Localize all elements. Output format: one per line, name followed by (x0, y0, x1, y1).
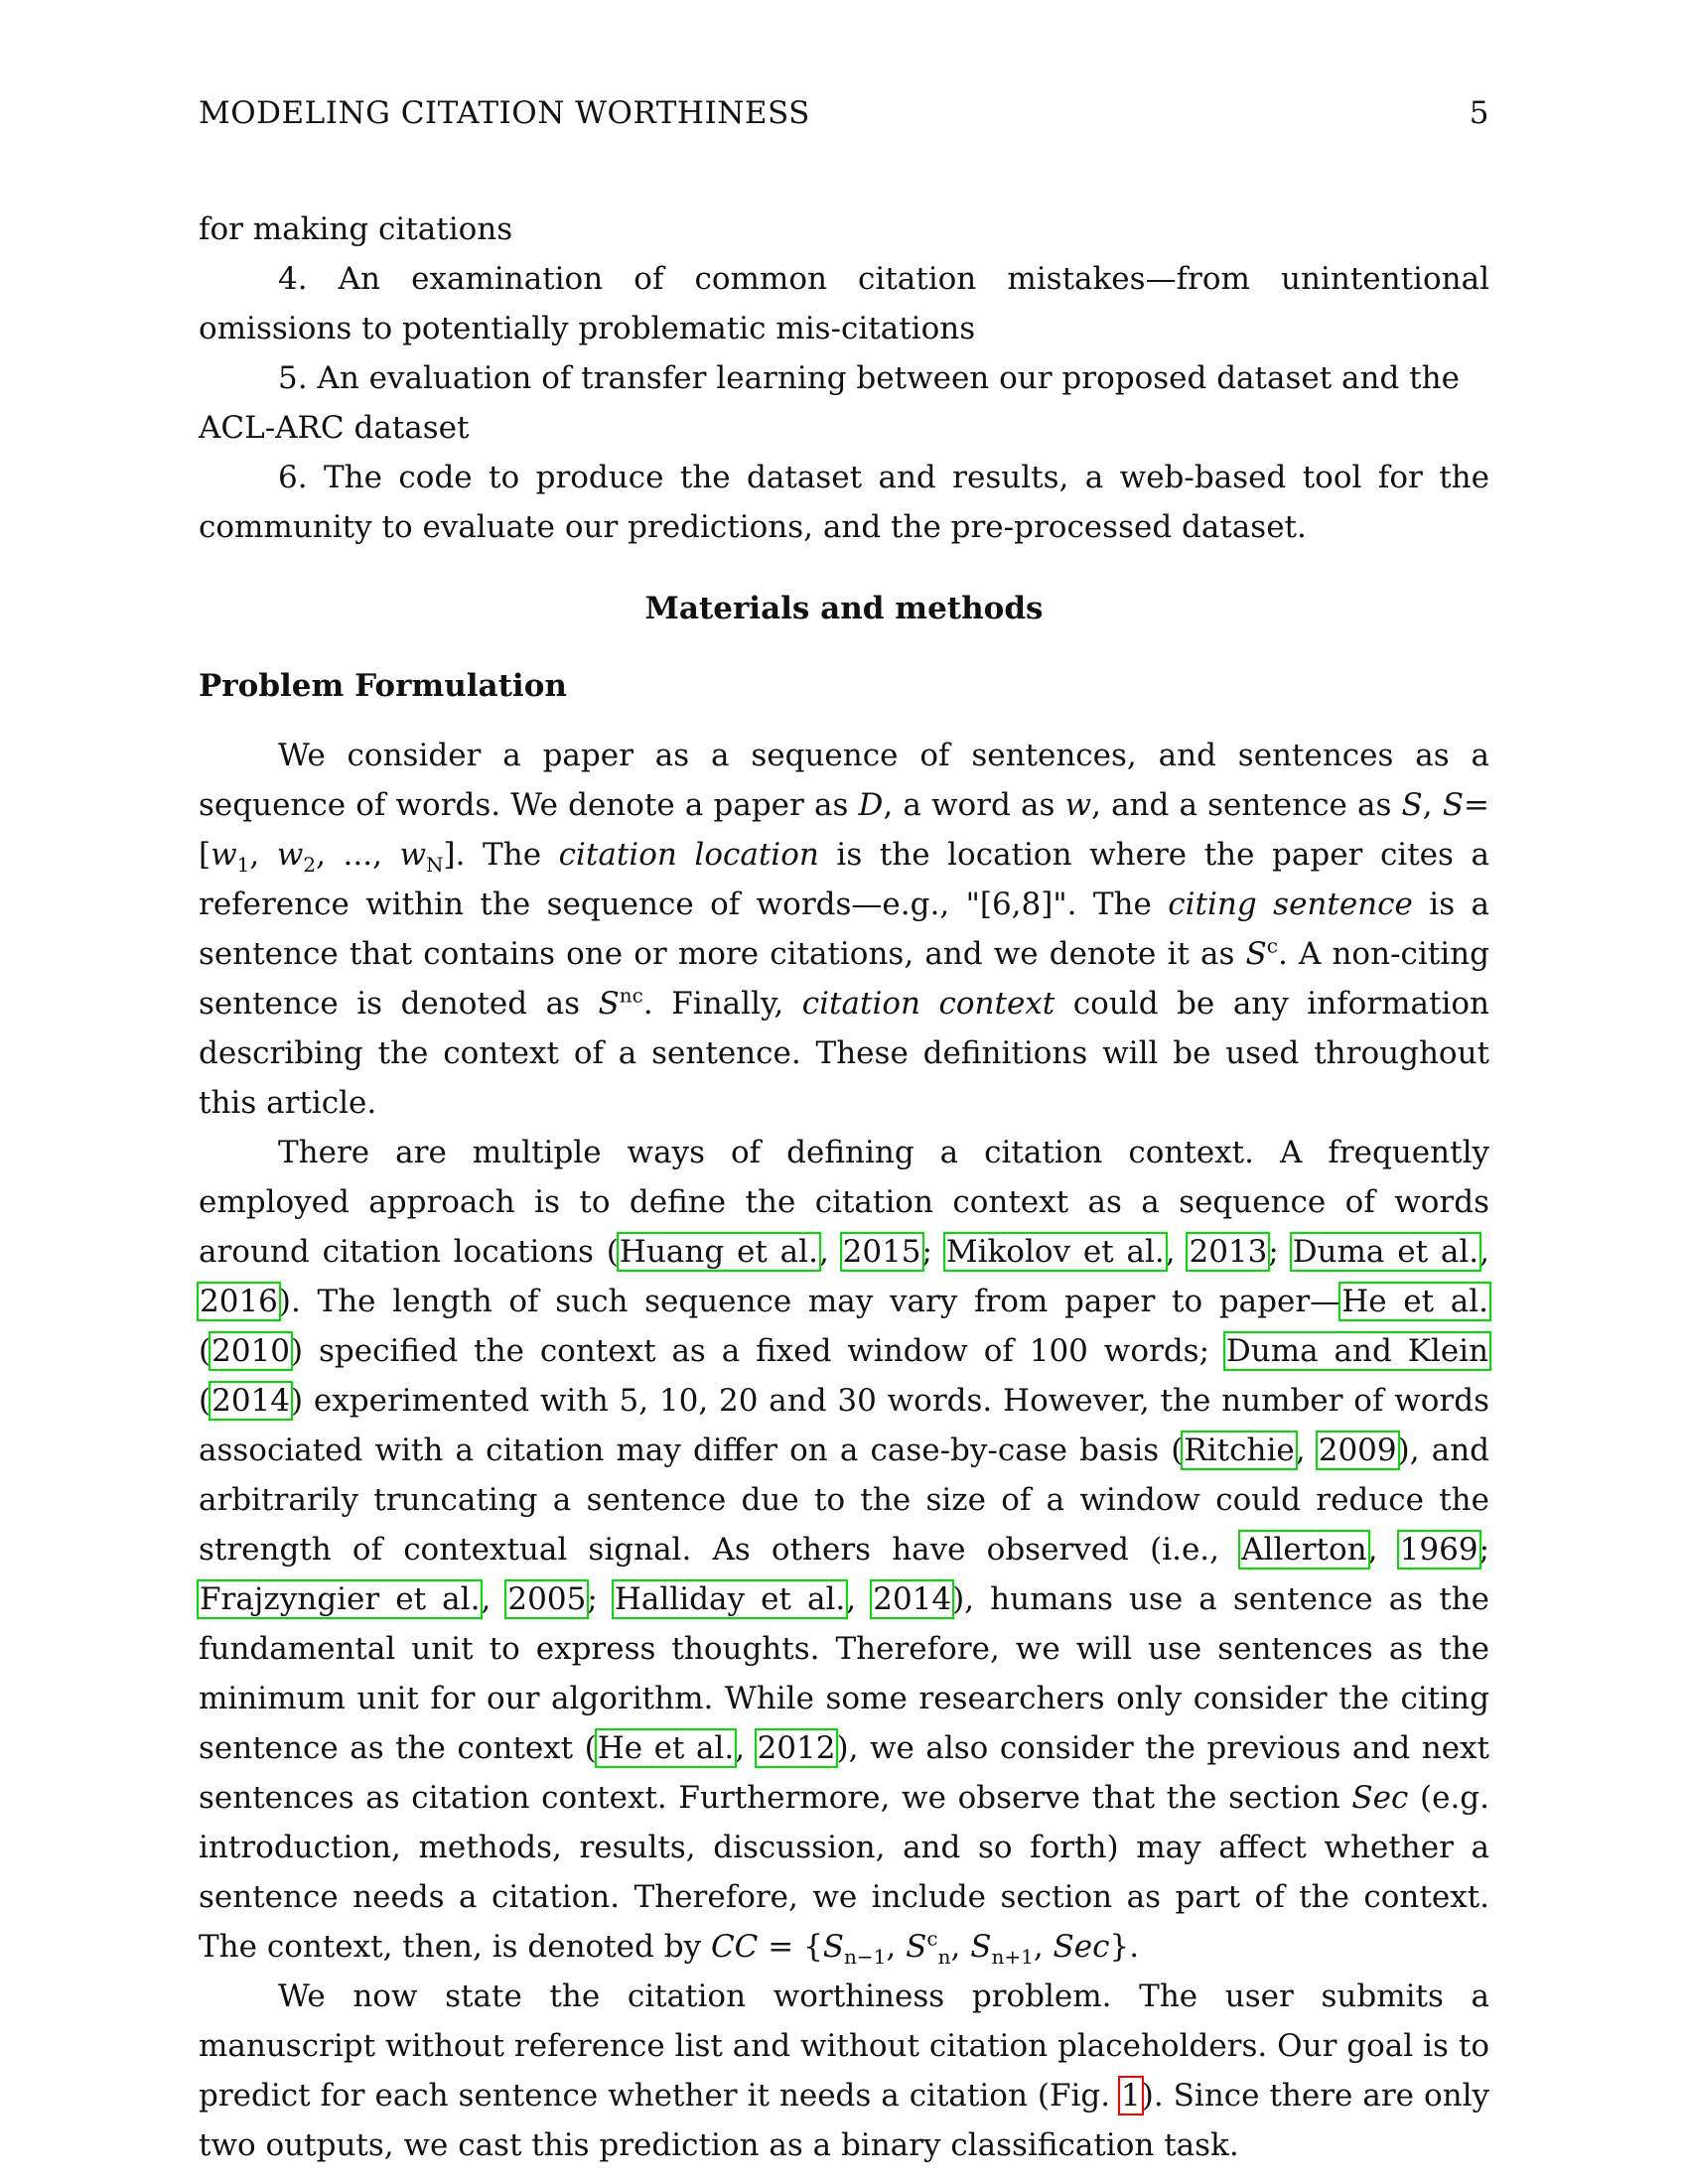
citation-year-link[interactable]: 2013 (1189, 1234, 1268, 1270)
contribution-item-3-tail: for making citations (199, 211, 513, 247)
math-subscript: 1 (236, 853, 250, 878)
citation-year-link[interactable]: 2014 (211, 1383, 291, 1419)
emphasis: citation location (558, 837, 819, 873)
text: We consider a paper as a sequence of sentences, and sentences as a sequence of words. We denote a paper as (199, 738, 1489, 823)
math-symbol: w (211, 837, 237, 873)
citation-year-link[interactable]: 2014 (873, 1581, 952, 1617)
math-symbol: S (1401, 787, 1423, 823)
citation-link[interactable]: Frajzyngier et al. (200, 1581, 481, 1617)
math-symbol: w (276, 837, 304, 873)
math-subscript: n+1 (991, 1945, 1034, 1970)
text: = { (758, 1929, 823, 1965)
paragraph-problem-definition (199, 731, 1489, 1128)
citation-year-link[interactable]: 2005 (507, 1581, 587, 1617)
math-symbol: CC (710, 1929, 759, 1965)
paragraph-problem-statement (199, 1972, 1489, 2170)
page-number: 5 (1469, 95, 1489, 131)
text: There are multiple ways of defining a citation context. A frequently employed approach is to define the citation context as a sequence of words around citation locations ( (199, 1135, 1489, 1270)
contribution-item-4: 4. An examination of common citation mistakes—from unintentional omissions to potentially problematic mis-citations (199, 261, 1489, 346)
text: , a word as (883, 787, 1065, 823)
text: }. (1109, 1929, 1140, 1965)
text: ). Since there are only two outputs, we cast this prediction as a binary classification task. (199, 2078, 1489, 2163)
math-superscript: nc (619, 983, 643, 1008)
math-symbol: w (1064, 787, 1092, 823)
text: , ..., (316, 837, 400, 873)
citation-link[interactable]: He et al. (1341, 1284, 1488, 1319)
text: , (1422, 787, 1443, 823)
citation-year-link[interactable]: 2012 (757, 1730, 836, 1766)
math-symbol: S (1442, 787, 1465, 823)
text: . Finally, (642, 986, 802, 1022)
math-symbol: w (399, 837, 427, 873)
running-head (199, 95, 1489, 131)
text: We now state the citation worthiness problem. The user submits a manuscript without reference list and without citation placeholders. Our goal is to predict for each sentence whether it needs a citation (Fig. (199, 1979, 1489, 2114)
text: . A non-citing sentence is denoted as (199, 936, 1489, 1022)
text: = [ (199, 787, 1489, 873)
text: , and a sentence as (1091, 787, 1402, 823)
section-title: Materials and methods (644, 591, 1044, 626)
citation-year-link[interactable]: 2015 (842, 1234, 921, 1270)
math-symbol: Sec (1053, 1929, 1110, 1965)
text: is the location where the paper cites a reference within the sequence of words—e.g., "[6,8]". The (199, 837, 1489, 922)
figure-reference-link[interactable]: 1 (1121, 2078, 1141, 2114)
math-subscript: n (937, 1945, 951, 1970)
text: experimented with 5, 10, 20 and 30 words. However, the number of words associated with a citation may differ on a case-by-case basis ( (199, 1383, 1489, 1468)
text: could be any information describing the context of a sentence. These definitions will be used throughout this article. (199, 986, 1490, 1121)
citation-link[interactable]: He et al. (597, 1730, 735, 1766)
citation-link[interactable]: Halliday et al. (614, 1581, 846, 1617)
math-symbol: Sec (1351, 1780, 1409, 1816)
citation-year-link[interactable]: 2016 (200, 1284, 278, 1319)
citation-year-link[interactable]: 1969 (1399, 1532, 1478, 1568)
citation-link[interactable]: Allerton (1241, 1532, 1367, 1568)
subsection-title: Problem Formulation (199, 668, 567, 704)
page-body (199, 205, 1489, 2170)
math-symbol: D (858, 787, 884, 823)
citation-link[interactable]: Duma and Klein (1225, 1333, 1488, 1369)
text: , (249, 837, 277, 873)
math-symbol: S (822, 1929, 845, 1965)
contribution-item-6: 6. The code to produce the dataset and results, a web-based tool for the community to evaluate our predictions, and the pre-processed dataset. (199, 460, 1489, 545)
math-subscript: n−1 (844, 1945, 887, 1970)
emphasis: citing sentence (1168, 887, 1413, 922)
math-subscript: 2 (303, 853, 317, 878)
math-superscript: c (1266, 933, 1278, 958)
math-symbol: S (906, 1929, 927, 1965)
citation-year-link[interactable]: 2009 (1318, 1433, 1397, 1468)
math-symbol: S (1245, 936, 1267, 972)
text: (e.g. introduction, methods, results, discussion, and so forth) may affect whether a sentence needs a citation. Therefore, we include section as part of the context. The context, then, is denoted by (199, 1780, 1489, 1965)
contribution-item-5: 5. An evaluation of transfer learning between our proposed dataset and the ACL-ARC dataset (199, 360, 1460, 446)
paragraph-citation-context: There are multiple ways of defining a citation context. A frequently employed approach is to define the citation context as a sequence of words around citation locations (Huang et al., 2015; Mikolov et al., 2013; Duma et al., 2016). The length of such sequence may vary from paper to paper—He et al. (2010) specified the context as a fixed window of 100 words; Duma and Klein (2014) experimented with 5, 10, 20 and 30 words. However, the number of words associated with a citation may differ on a case-by-case basis (Ritchie, 2009), and arbitrarily truncating a sentence due to the size of a window could reduce the strength of contextual signal. As others have observed (i.e., Allerton, 1969; Frajzyngier et al., 2005; Halliday et al., 2014), humans use a sentence as the fundamental unit to express thoughts. Therefore, we will use sentences as the minimum unit for our algorithm. While some researchers only consider the citing sentence as the context (He et al., 2012), we also consider the previous and next sentences as citation context. Furthermore, we observe that the section Sec (e.g. introduction, methods, results, discussion, and so forth) may affect whether a sentence needs a citation. Therefore, we include section as part of the context. The context, then, is denoted by CC = {$S_{n-1}$, $S^c_n$, $S_{n+1}$, Sec}. (199, 1135, 1490, 1970)
text: ]. The (443, 837, 559, 873)
emphasis: citation context (801, 986, 1055, 1022)
text: is a sentence that contains one or more citations, and we denote it as (199, 887, 1490, 972)
citation-link[interactable]: Duma et al. (1292, 1234, 1479, 1270)
citation-link[interactable]: Mikolov et al. (945, 1234, 1165, 1270)
citation-link[interactable]: Ritchie (1184, 1433, 1295, 1468)
text: ), humans use a sentence as the fundamental unit to express thoughts. Therefore, we will use sentences as the minimum unit for our algorithm. While some researchers only consider the citing sentence as the context ( (199, 1581, 1489, 1766)
running-head-title: MODELING CITATION WORTHINESS (199, 95, 810, 131)
citation-year-link[interactable]: 2010 (211, 1333, 291, 1369)
math-subscript: N (426, 853, 444, 878)
text: ), we also consider the previous and next sentences as citation context. Furthermore, we observe that the section (199, 1730, 1489, 1816)
text: specified the context as a fixed window of 100 words; (303, 1333, 1225, 1369)
math-symbol: S (598, 986, 620, 1022)
text: ), and arbitrarily truncating a sentence due to the size of a window could reduce the strength of contextual signal. As others have observed (i.e., (199, 1433, 1489, 1568)
math-superscript: c (926, 1926, 938, 1951)
citation-link[interactable]: Huang et al. (619, 1234, 818, 1270)
math-symbol: S (970, 1929, 992, 1965)
text: ). The length of such sequence may vary from paper to paper— (278, 1284, 1341, 1319)
